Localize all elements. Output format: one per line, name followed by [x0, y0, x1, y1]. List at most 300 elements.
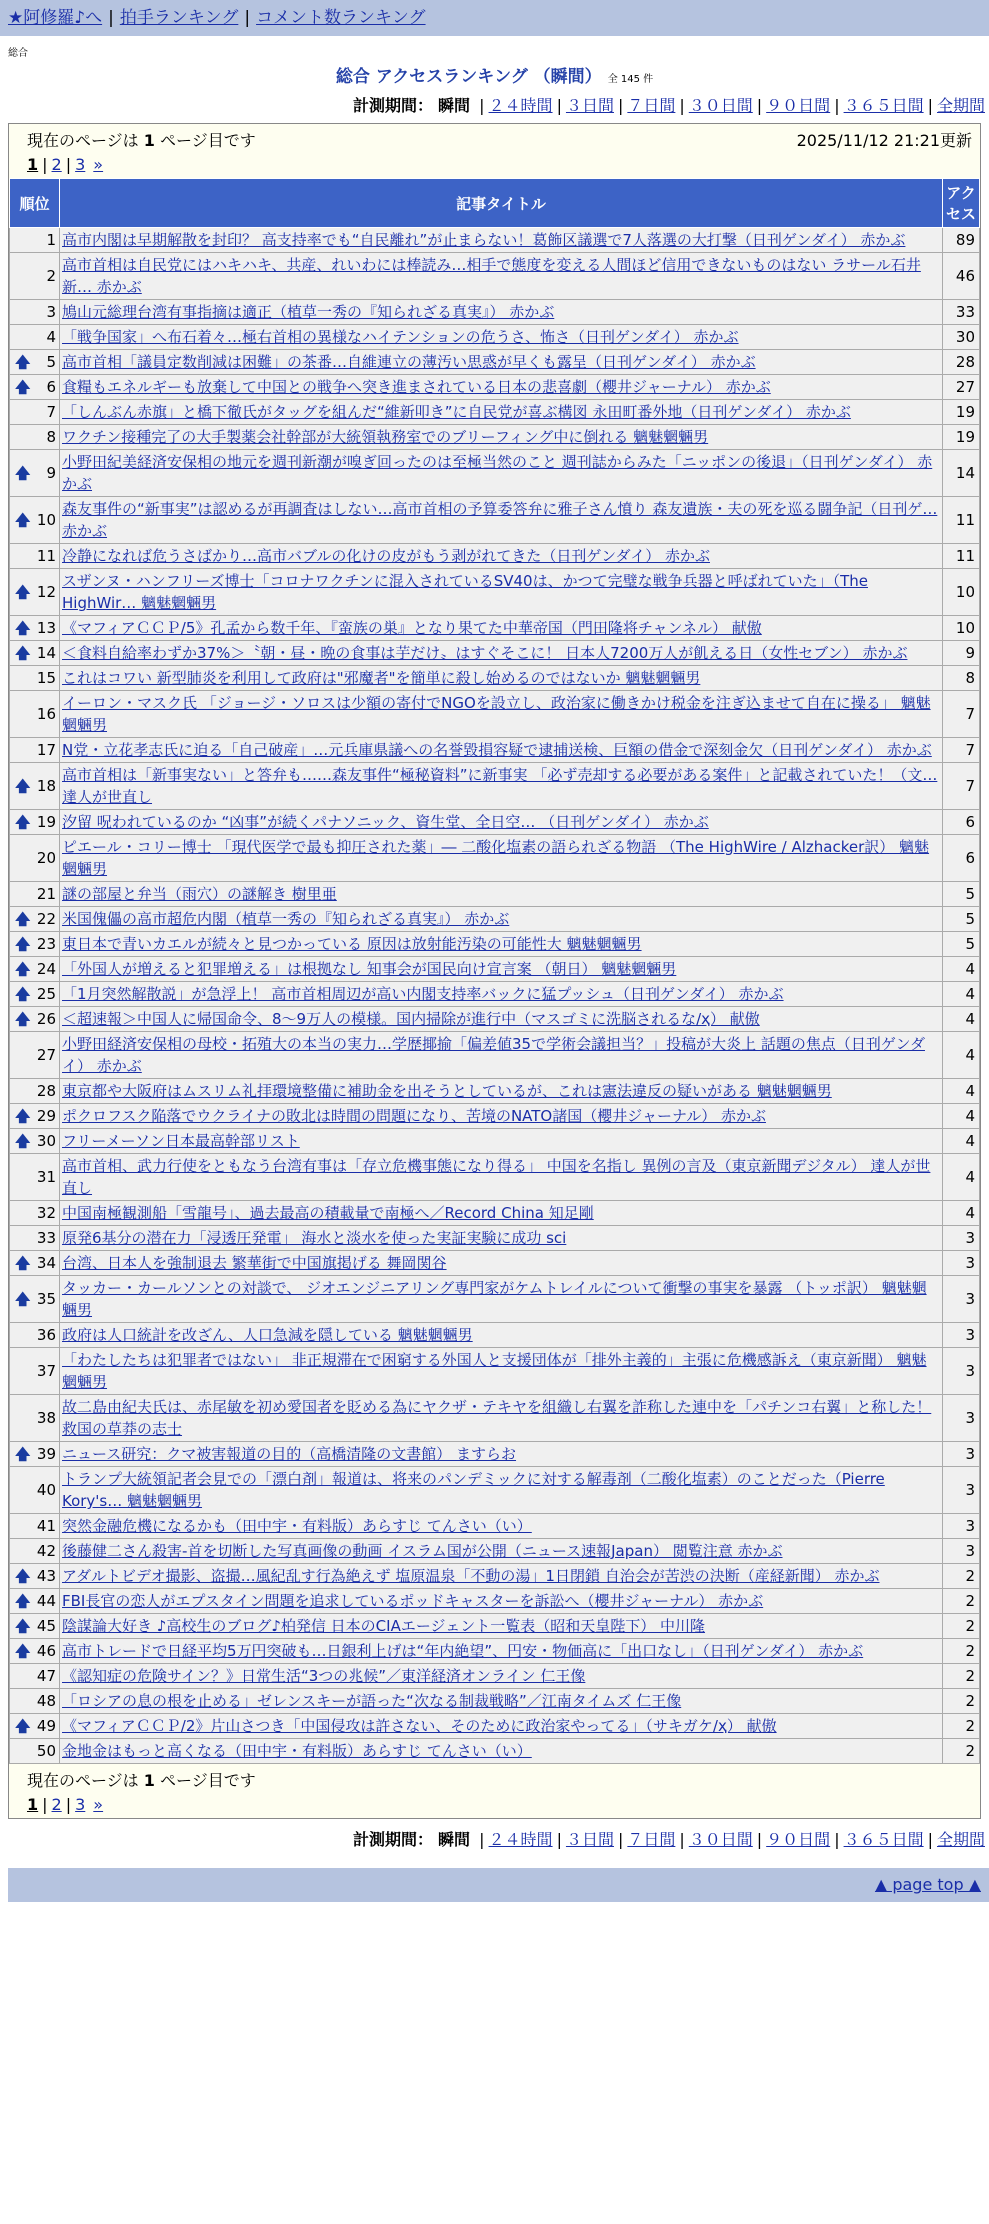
page-title: [0, 62, 989, 87]
article-link[interactable]: 「1月突然解散説」が急浮上！ 高市首相周辺が高い内閣支持率バックに猛プッシュ（日刊ゲンダイ） 赤かぶ: [62, 985, 784, 1003]
up-arrow-icon: 🡅: [15, 985, 31, 1003]
up-arrow-icon: 🡅: [15, 464, 31, 482]
period-link[interactable]: ３０日間: [688, 1830, 753, 1849]
table-row: [10, 1201, 980, 1226]
article-link[interactable]: 高市首相、武力行使をともなう台湾有事は「存立危機事態になり得る」 中国を名指し 異例の言及（東京新聞デジタル） 達人が世直し: [62, 1157, 931, 1197]
table-row: [10, 253, 980, 300]
article-link[interactable]: 小野田紀美経済安保相の地元を週刊新潮が嗅ぎ回ったのは至極当然のこと 週刊誌からみた「ニッポンの後退」（日刊ゲンダイ） 赤かぶ: [62, 453, 933, 493]
table-row: [10, 1589, 980, 1614]
period-separator: |: [679, 1830, 685, 1849]
title-cell: [60, 835, 943, 882]
pager-bottom: 1 | 2 | 3 »: [27, 1795, 104, 1814]
period-link[interactable]: ３日間: [565, 96, 614, 115]
access-count: 5: [943, 932, 980, 957]
period-separator: |: [556, 1830, 562, 1849]
rank-number: 14: [36, 644, 56, 662]
access-count: 2: [943, 1714, 980, 1739]
access-count: 3: [943, 1226, 980, 1251]
access-count: 3: [943, 1395, 980, 1442]
up-arrow-icon: 🡅: [15, 1107, 31, 1125]
access-count: 3: [943, 1348, 980, 1395]
up-arrow-icon: 🡅: [15, 935, 31, 953]
period-separator: |: [834, 96, 840, 115]
up-arrow-icon: 🡅: [15, 378, 31, 396]
pager-current: 1: [27, 155, 39, 174]
up-arrow-icon: 🡅: [15, 813, 31, 831]
page-info-bottom: [9, 1764, 980, 1818]
rank-number: 21: [36, 885, 56, 903]
article-link[interactable]: これはコワい 新型肺炎を利用して政府は"邪魔者"を簡単に殺し始めるのではないか 魑魅魍魎男: [62, 669, 701, 687]
period-link[interactable]: ７日間: [627, 96, 676, 115]
article-link[interactable]: 高市トレードで日経平均5万円突破も…日銀利上げは“年内絶望”、円安・物価高に「出口なし」（日刊ゲンダイ） 赤かぶ: [62, 1642, 864, 1660]
period-link[interactable]: ７日間: [627, 1830, 676, 1849]
nav-link-clap-ranking[interactable]: 拍手ランキング: [119, 8, 239, 28]
access-count: 28: [943, 350, 980, 375]
article-link[interactable]: 謎の部屋と弁当（雨穴）の謎解き 樹里亜: [62, 885, 337, 903]
article-link[interactable]: 「ロシアの息の根を止める」ゼレンスキーが語った“次なる制裁戦略”／江南タイムズ 仁王像: [62, 1692, 682, 1710]
access-count: 3: [943, 1514, 980, 1539]
table-row: [10, 1467, 980, 1514]
access-count: 4: [943, 1154, 980, 1201]
title-cell: [60, 1226, 943, 1251]
title-cell: [60, 957, 943, 982]
article-link[interactable]: 米国傀儡の高市超危内閣（植草一秀の『知られざる真実』） 赤かぶ: [62, 910, 510, 928]
access-count: 4: [943, 1129, 980, 1154]
table-row: [10, 325, 980, 350]
up-arrow-icon: 🡅: [15, 1717, 31, 1735]
article-link[interactable]: N党・立花孝志氏に迫る「自己破産」…元兵庫県議への名誉毀損容疑で逮捕送検、巨額の借金で深刻金欠（日刊ゲンダイ） 赤かぶ: [62, 741, 932, 759]
rank-number: 19: [36, 813, 56, 831]
title-cell: [60, 544, 943, 569]
up-arrow-icon: 🡅: [15, 1567, 31, 1585]
rank-number: 47: [36, 1667, 56, 1685]
title-cell: [60, 1564, 943, 1589]
rank-number: 30: [36, 1132, 56, 1150]
access-count: 6: [943, 835, 980, 882]
table-row: [10, 1079, 980, 1104]
table-row: [10, 882, 980, 907]
period-separator: |: [927, 96, 933, 115]
access-count: 14: [943, 450, 980, 497]
title-cell: [60, 882, 943, 907]
title-cell: [60, 300, 943, 325]
column-header-rank: 順位: [10, 179, 60, 228]
rank-cell: [10, 1251, 60, 1276]
access-count: 27: [943, 375, 980, 400]
access-count: 2: [943, 1739, 980, 1764]
period-current: 瞬間: [438, 96, 471, 115]
rank-cell: [10, 1664, 60, 1689]
up-arrow-icon: 🡅: [15, 353, 31, 371]
rank-cell: [10, 1564, 60, 1589]
table-row: [10, 810, 980, 835]
period-link[interactable]: ３６５日間: [843, 96, 924, 115]
title-cell: [60, 1442, 943, 1467]
rank-number: 49: [36, 1717, 56, 1735]
rank-number: 31: [36, 1168, 56, 1186]
period-link[interactable]: ３６５日間: [843, 1830, 924, 1849]
article-link[interactable]: 高市首相は自民党にはハキハキ、共産、れいわには棒読み…相手で態度を変える人間ほど信用できないものはない ラサール石井 新… 赤かぶ: [62, 256, 921, 296]
article-link[interactable]: 冷静になれば危うさばかり…高市バブルの化けの皮がもう剥がれてきた（日刊ゲンダイ） 赤かぶ: [62, 547, 710, 565]
title-cell: [60, 1467, 943, 1514]
rank-cell: [10, 1442, 60, 1467]
title-cell: [60, 1639, 943, 1664]
rank-number: 23: [36, 935, 56, 953]
rank-cell: [10, 1201, 60, 1226]
period-separator: |: [756, 1830, 763, 1849]
access-count: 2: [943, 1614, 980, 1639]
article-link[interactable]: スザンヌ・ハンフリーズ博士「コロナワクチンに混入されているSV40は、かつて完璧な戦争兵器と呼ばれていた」（The HighWir… 魑魅魍魎男: [62, 572, 868, 612]
rank-cell: [10, 1739, 60, 1764]
article-link[interactable]: ＜食料自給率わずか37%＞〝朝・昼・晩の食事は芋だけ〟はすぐそこに！ 日本人7200万人が飢える日（女性セブン） 赤かぶ: [62, 644, 908, 662]
article-link[interactable]: 陰謀論大好き ♪高校生のブログ♪柏発信 日本のCIAエージェント一覧表（昭和天皇陛下） 中川隆: [62, 1617, 706, 1635]
access-count: 6: [943, 810, 980, 835]
access-count: 2: [943, 1639, 980, 1664]
title-cell: [60, 932, 943, 957]
access-count: 7: [943, 763, 980, 810]
article-link[interactable]: 食糧もエネルギーも放棄して中国との戦争へ突き進まされている日本の悲喜劇（櫻井ジャーナル） 赤かぶ: [62, 378, 771, 396]
up-arrow-icon: 🡅: [15, 644, 31, 662]
rank-cell: [10, 1714, 60, 1739]
table-row: [10, 691, 980, 738]
rank-cell: [10, 325, 60, 350]
access-count: 11: [943, 497, 980, 544]
table-row: [10, 1154, 980, 1201]
title-cell: [60, 1614, 943, 1639]
access-count: 2: [943, 1689, 980, 1714]
nav-link-comment-ranking[interactable]: コメント数ランキング: [256, 8, 426, 28]
nav-link-asyura[interactable]: ★阿修羅♪へ: [8, 8, 103, 28]
table-row: [10, 350, 980, 375]
title-cell: [60, 1007, 943, 1032]
top-nav-bar: [0, 0, 989, 36]
article-link[interactable]: FBI長官の恋人がエプスタイン問題を追求しているポッドキャスターを訴訟へ（櫻井ジャーナル） 赤かぶ: [62, 1592, 764, 1610]
rank-cell: [10, 1079, 60, 1104]
article-link[interactable]: 台湾、日本人を強制退去 繁華街で中国旗掲げる 舞岡関谷: [62, 1254, 447, 1272]
article-link[interactable]: 高市内閣は早期解散を封印？ 高支持率でも“自民離れ”が止まらない！葛飾区議選で7人落選の大打撃（日刊ゲンダイ） 赤かぶ: [62, 231, 906, 249]
article-link[interactable]: アダルトビデオ撮影、盗撮…風紀乱す行為絶えず 塩原温泉「不動の湯」1日閉鎖 自治会が苦渋の決断（産経新聞） 赤かぶ: [62, 1567, 880, 1585]
title-cell: [60, 641, 943, 666]
ranking-panel: [8, 123, 981, 1819]
period-link[interactable]: 全期間: [936, 1830, 985, 1849]
rank-number: 25: [36, 985, 56, 1003]
rank-cell: [10, 932, 60, 957]
article-link[interactable]: ニュース研究：クマ被害報道の目的（高橋清隆の文書館） ますらお: [62, 1445, 517, 1463]
rank-cell: [10, 350, 60, 375]
rank-cell: [10, 1514, 60, 1539]
article-link[interactable]: 東日本で青いカエルが続々と見つかっている 原因は放射能汚染の可能性大 魑魅魍魎男: [62, 935, 642, 953]
period-separator: |: [479, 96, 485, 115]
access-count: 2: [943, 1564, 980, 1589]
title-cell: [60, 1276, 943, 1323]
rank-number: 37: [36, 1362, 56, 1380]
access-count: 5: [943, 882, 980, 907]
period-link[interactable]: ９０日間: [766, 96, 831, 115]
period-separator: |: [756, 96, 763, 115]
period-link[interactable]: ３日間: [565, 1830, 614, 1849]
rank-number: 13: [36, 619, 56, 637]
access-count: 10: [943, 569, 980, 616]
period-separator: |: [679, 96, 685, 115]
up-arrow-icon: 🡅: [15, 1010, 31, 1028]
column-header-access: アクセス: [943, 179, 980, 228]
article-link[interactable]: 金地金はもっと高くなる（田中宇・有料版）あらすじ てんさい（い）: [62, 1742, 532, 1760]
rank-cell: [10, 400, 60, 425]
up-arrow-icon: 🡅: [15, 1132, 31, 1150]
rank-number: 38: [36, 1409, 56, 1427]
table-row: [10, 400, 980, 425]
article-link[interactable]: 高市首相は「新事実ない」と答弁も……森友事件“極秘資料”に新事実 「必ず売却する必要がある案件」と記載されていた！（文… 達人が世直し: [62, 766, 938, 806]
up-arrow-icon: 🡅: [15, 511, 31, 529]
rank-number: 5: [46, 353, 56, 371]
access-count: 46: [943, 253, 980, 300]
period-separator: |: [927, 1830, 933, 1849]
table-row: [10, 1614, 980, 1639]
table-row: [10, 1251, 980, 1276]
table-row: [10, 1739, 980, 1764]
article-link[interactable]: 原発6基分の潜在力「浸透圧発電」 海水と淡水を使った実証実験に成功 sci: [62, 1229, 567, 1247]
title-cell: [60, 253, 943, 300]
page-top-link[interactable]: ▲ page top ▲: [874, 1875, 981, 1894]
rank-number: 32: [36, 1204, 56, 1222]
rank-cell: [10, 1467, 60, 1514]
rank-cell: [10, 835, 60, 882]
table-row: [10, 1348, 980, 1395]
table-row: [10, 1395, 980, 1442]
rank-cell: [10, 982, 60, 1007]
article-link[interactable]: 森友事件の“新事実”は認めるが再調査はしない…高市首相の予算委答弁に雅子さん憤り 森友遺族・夫の死を巡る闘争記（日刊ゲ… 赤かぶ: [62, 500, 938, 540]
period-separator: |: [556, 96, 562, 115]
access-count: 9: [943, 641, 980, 666]
table-row: [10, 300, 980, 325]
access-count: 3: [943, 1323, 980, 1348]
table-row: [10, 228, 980, 253]
table-row: [10, 450, 980, 497]
article-link[interactable]: ワクチン接種完了の大手製薬会社幹部が大統領執務室でのブリーフィング中に倒れる 魑魅魍魎男: [62, 428, 709, 446]
access-count: 30: [943, 325, 980, 350]
title-cell: [60, 450, 943, 497]
page-prefix: 現在のページは: [27, 131, 139, 150]
rank-number: 9: [46, 464, 56, 482]
rank-number: 6: [46, 378, 56, 396]
table-row: [10, 616, 980, 641]
rank-number: 26: [36, 1010, 56, 1028]
article-link[interactable]: ＜超速報＞中国人に帰国命令、8～9万人の模様。国内掃除が進行中（マスゴミに洗脳されるな/ҳ） 献傲: [62, 1010, 760, 1028]
period-link[interactable]: ２４時間: [488, 96, 553, 115]
up-arrow-icon: 🡅: [15, 777, 31, 795]
up-arrow-icon: 🡅: [15, 583, 31, 601]
up-arrow-icon: 🡅: [15, 1617, 31, 1635]
title-cell: [60, 1395, 943, 1442]
rank-cell: [10, 569, 60, 616]
rank-cell: [10, 1032, 60, 1079]
rank-cell: [10, 375, 60, 400]
updated-time: 2025/11/12 21:21更新: [796, 131, 972, 150]
rank-number: 36: [36, 1326, 56, 1344]
article-link[interactable]: フリーメーソン日本最高幹部リスト: [62, 1132, 300, 1150]
rank-number: 48: [36, 1692, 56, 1710]
period-link[interactable]: ２４時間: [488, 1830, 553, 1849]
rank-cell: [10, 738, 60, 763]
table-row: [10, 1442, 980, 1467]
access-count: 11: [943, 544, 980, 569]
rank-number: 18: [36, 777, 56, 795]
rank-number: 43: [36, 1567, 56, 1585]
rank-cell: [10, 1323, 60, 1348]
table-row: [10, 738, 980, 763]
article-link[interactable]: 突然金融危機になるかも（田中宇・有料版）あらすじ てんさい（い）: [62, 1517, 532, 1535]
pager-next[interactable]: »: [93, 155, 104, 174]
period-selector-bottom: [0, 1827, 989, 1850]
page-prefix: 現在のページは: [27, 1771, 139, 1790]
total-count: 全 145 件: [607, 74, 654, 85]
pager-link-2[interactable]: 2: [51, 1795, 62, 1814]
up-arrow-icon: 🡅: [15, 1592, 31, 1610]
up-arrow-icon: 🡅: [15, 960, 31, 978]
period-separator: |: [834, 1830, 840, 1849]
table-row: [10, 1007, 980, 1032]
page-suffix: ページ目です: [160, 1771, 256, 1790]
pager-current: 1: [27, 1795, 39, 1814]
access-count: 4: [943, 1032, 980, 1079]
pager-link-3[interactable]: 3: [75, 1795, 86, 1814]
title-cell: [60, 1739, 943, 1764]
article-link[interactable]: 「しんぶん赤旗」と橋下徹氏がタッグを組んだ“維新叩き”に自民党が喜ぶ構図 永田町番外地（日刊ゲンダイ） 赤かぶ: [62, 403, 851, 421]
table-row: [10, 1714, 980, 1739]
article-link[interactable]: 故二島由紀夫氏は、赤尾敏を初め愛国者を貶める為にヤクザ・テキヤを組織し右翼を詐称した連中を「パチンコ右翼」と称した！ 救国の草莽の志士: [62, 1398, 932, 1438]
ranking-title: 総合 アクセスランキング （瞬間）: [335, 67, 602, 87]
access-count: 2: [943, 1589, 980, 1614]
pager-link-2[interactable]: 2: [51, 155, 62, 174]
title-cell: [60, 350, 943, 375]
rank-cell: [10, 810, 60, 835]
table-row: [10, 763, 980, 810]
title-cell: [60, 325, 943, 350]
table-row: [10, 1032, 980, 1079]
footer-bar: [8, 1868, 989, 1902]
table-row: [10, 957, 980, 982]
pager-link-3[interactable]: 3: [75, 155, 86, 174]
table-row: [10, 982, 980, 1007]
title-cell: [60, 1348, 943, 1395]
table-row: [10, 932, 980, 957]
title-cell: [60, 425, 943, 450]
article-link[interactable]: 中国南極観測船「雪龍号」、過去最高の積載量で南極へ／Record China 知足剛: [62, 1204, 594, 1222]
access-count: 3: [943, 1442, 980, 1467]
title-cell: [60, 375, 943, 400]
rank-number: 27: [36, 1046, 56, 1064]
rank-cell: [10, 425, 60, 450]
up-arrow-icon: 🡅: [15, 1290, 31, 1308]
table-row: [10, 907, 980, 932]
access-count: 3: [943, 1467, 980, 1514]
article-link[interactable]: 高市首相「議員定数削減は困難」の茶番…自維連立の薄汚い思惑が早くも露呈（日刊ゲンダイ） 赤かぶ: [62, 353, 756, 371]
title-cell: [60, 982, 943, 1007]
rank-cell: [10, 666, 60, 691]
article-link[interactable]: 後藤健二さん殺害-首を切断した写真画像の動画 イスラム国が公開（ニュース速報Japan） 閲覧注意 赤かぶ: [62, 1542, 783, 1560]
up-arrow-icon: 🡅: [15, 1642, 31, 1660]
rank-number: 29: [36, 1107, 56, 1125]
table-row: [10, 569, 980, 616]
rank-cell: [10, 1348, 60, 1395]
title-cell: [60, 400, 943, 425]
article-link[interactable]: 小野田経済安保相の母校・拓殖大の本当の実力…学歴揶揄「偏差値35で学術会議担当？」投稿が大炎上 話題の焦点（日刊ゲンダイ） 赤かぶ: [62, 1035, 925, 1075]
access-count: 19: [943, 425, 980, 450]
rank-cell: [10, 1104, 60, 1129]
rank-cell: [10, 1007, 60, 1032]
rank-cell: [10, 616, 60, 641]
access-count: 4: [943, 1104, 980, 1129]
table-row: [10, 641, 980, 666]
table-row: [10, 1664, 980, 1689]
access-count: 4: [943, 1007, 980, 1032]
access-count: 89: [943, 228, 980, 253]
title-cell: [60, 1664, 943, 1689]
rank-number: 11: [36, 547, 56, 565]
article-link[interactable]: 東京都や大阪府はムスリム礼拝環境整備に補助金を出そうとしているが、これは憲法違反の疑いがある 魑魅魍魎男: [62, 1082, 832, 1100]
page-number: 1: [143, 131, 155, 150]
title-cell: [60, 228, 943, 253]
table-row: [10, 835, 980, 882]
period-link[interactable]: ９０日間: [766, 1830, 831, 1849]
article-link[interactable]: 汐留 呪われているのか “凶事”が続くパナソニック、資生堂、全日空… （日刊ゲンダイ） 赤かぶ: [62, 813, 709, 831]
article-link[interactable]: 《マフィアＣＣＰ/5》孔孟から数千年、『蛮族の巣』となり果てた中華帝国（門田隆将チャンネル） 献傲: [62, 619, 762, 637]
article-link[interactable]: 「戦争国家」へ布石着々…極右首相の異様なハイテンションの危うさ、怖さ（日刊ゲンダイ） 赤かぶ: [62, 328, 739, 346]
access-count: 3: [943, 1251, 980, 1276]
article-link[interactable]: 政府は人口統計を改ざん、人口急減を隠している 魑魅魍魎男: [62, 1326, 473, 1344]
rank-cell: [10, 1539, 60, 1564]
title-cell: [60, 569, 943, 616]
rank-cell: [10, 691, 60, 738]
pager-next[interactable]: »: [93, 1795, 104, 1814]
rank-number: 16: [36, 705, 56, 723]
rank-number: 12: [36, 583, 56, 601]
article-link[interactable]: トランプ大統領記者会見での「漂白剤」報道は、将来のパンデミックに対する解毒剤（二酸化塩素）のことだった（Pierre Kory's… 魑魅魍魎男: [62, 1470, 885, 1510]
page-number: 1: [143, 1771, 155, 1790]
rank-number: 44: [36, 1592, 56, 1610]
article-link[interactable]: ピエール・コリー博士 「現代医学で最も抑圧された薬」― 二酸化塩素の語られざる物語 （The HighWire / Alzhacker訳） 魑魅魍魎男: [62, 838, 930, 878]
table-row: [10, 1276, 980, 1323]
article-link[interactable]: イーロン・マスク氏 「ジョージ・ソロスは少額の寄付でNGOを設立し、政治家に働きかけ税金を注ぎ込ませて自在に操る」 魑魅魍魎男: [62, 694, 931, 734]
article-link[interactable]: 「わたしたちは犯罪者ではない」 非正規滞在で困窮する外国人と支援団体が「排外主義的」主張に危機感訴え（東京新聞） 魑魅魍魎男: [62, 1351, 927, 1391]
rank-number: 1: [46, 231, 56, 249]
rank-number: 39: [36, 1445, 56, 1463]
period-selector: [0, 93, 989, 119]
article-link[interactable]: 《認知症の危険サイン？》日常生活“3つの兆候”／東洋経済オンライン 仁王像: [62, 1667, 586, 1685]
table-row: [10, 1539, 980, 1564]
access-count: 4: [943, 957, 980, 982]
period-link[interactable]: 全期間: [936, 96, 985, 115]
rank-cell: [10, 300, 60, 325]
page-suffix: ページ目です: [160, 131, 256, 150]
access-count: 3: [943, 1276, 980, 1323]
access-count: 8: [943, 666, 980, 691]
article-link[interactable]: 「外国人が増えると犯罪増える」は根拠なし 知事会が国民向け宣言案 （朝日） 魑魅魍魎男: [62, 960, 677, 978]
rank-number: 50: [36, 1742, 56, 1760]
rank-number: 34: [36, 1254, 56, 1272]
title-cell: [60, 738, 943, 763]
table-row: [10, 1514, 980, 1539]
article-link[interactable]: 鳩山元総理台湾有事指摘は適正（植草一秀の『知られざる真実』） 赤かぶ: [62, 303, 555, 321]
rank-number: 46: [36, 1642, 56, 1660]
article-link[interactable]: タッカー・カールソンとの対談で、 ジオエンジニアリング専門家がケムトレイルについて衝撃の事実を暴露 （トッポ訳） 魑魅魍魎男: [62, 1279, 927, 1319]
period-link[interactable]: ３０日間: [688, 96, 753, 115]
article-link[interactable]: ポクロフスク陥落でウクライナの敗北は時間の問題になり、苦境のNATO諸国（櫻井ジャーナル） 赤かぶ: [62, 1107, 766, 1125]
article-link[interactable]: 《マフィアＣＣＰ/2》片山さつき「中国侵攻は許さない、そのために政治家やってる」（サキガケ/ҳ） 献傲: [62, 1717, 777, 1735]
rank-number: 2: [46, 267, 56, 285]
rank-cell: [10, 497, 60, 544]
title-cell: [60, 1104, 943, 1129]
